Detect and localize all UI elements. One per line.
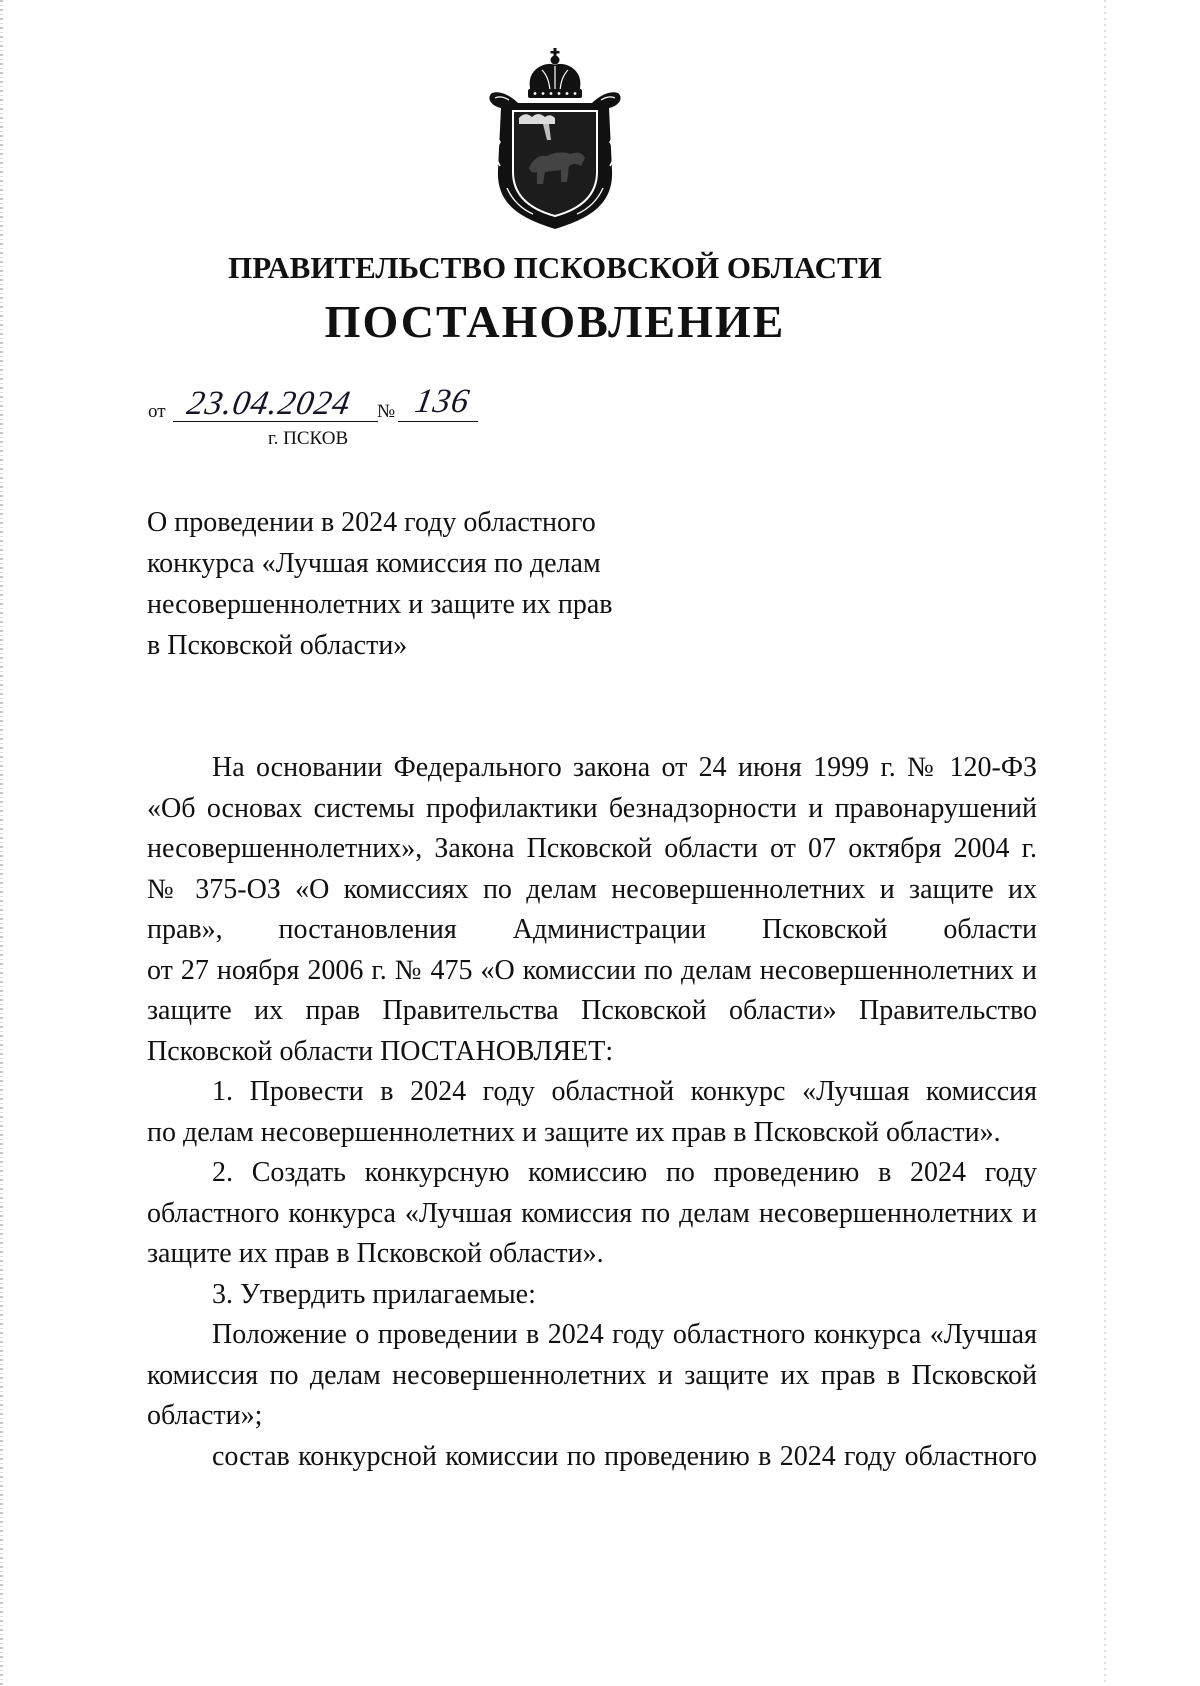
- crown: [528, 48, 582, 98]
- coat-of-arms-emblem: [485, 48, 635, 230]
- title-line: конкурса «Лучшая комиссия по делам: [147, 548, 601, 579]
- body-line: Положение о проведении в 2024 году областного конкурса «Лучшая: [212, 1319, 1037, 1350]
- body-line: На основании Федерального закона от 24 июня 1999 г. № 120-ФЗ: [212, 752, 1037, 783]
- body-line: прав», постановления Администрации Псковской области: [147, 914, 1037, 945]
- number-underline: [398, 421, 478, 422]
- shield: [489, 92, 620, 229]
- body-line: «Об основах системы профилактики безнадзорности и правонарушений: [147, 792, 1037, 824]
- government-name: ПРАВИТЕЛЬСТВО ПСКОВСКОЙ ОБЛАСТИ: [228, 250, 882, 285]
- body-line: Псковской области ПОСТАНОВЛЯЕТ:: [147, 1035, 614, 1067]
- body-line: № 375-ОЗ «О комиссиях по делам несовершеннолетних и защите их: [147, 873, 1037, 905]
- body-line: 1. Провести в 2024 году областной конкурс «Лучшая комиссия: [212, 1076, 1037, 1107]
- title-line: несовершеннолетних и защите их прав: [147, 589, 613, 620]
- date-prefix: от: [148, 401, 166, 422]
- scan-edge-right: [1104, 0, 1106, 1686]
- body-line: по делам несовершеннолетних и защите их прав в Псковской области».: [147, 1116, 1001, 1148]
- body-line: 2. Создать конкурсную комиссию по проведению в 2024 году: [212, 1157, 1037, 1188]
- body-line: областного конкурса «Лучшая комиссия по делам несовершеннолетних и: [147, 1197, 1037, 1229]
- number-prefix: №: [377, 401, 396, 422]
- handwritten-date: 23.04.2024: [184, 385, 354, 422]
- title-line: О проведении в 2024 году областного: [147, 507, 596, 538]
- document-title: [147, 502, 687, 666]
- body-line: защите их прав в Псковской области».: [147, 1238, 604, 1269]
- body-line: защите их прав Правительства Псковской области» Правительство: [147, 995, 1037, 1026]
- document-type-title: ПОСТАНОВЛЕНИЕ: [324, 296, 786, 347]
- body-line: несовершеннолетних», Закона Псковской области от 07 октября 2004 г.: [147, 833, 1037, 864]
- scan-edge-left: [0, 0, 3, 1686]
- body-line: состав конкурсной комиссии по проведению в 2024 году областного: [212, 1440, 1037, 1472]
- body-line: 3. Утвердить прилагаемые:: [212, 1278, 536, 1310]
- handwritten-number: 136: [412, 383, 473, 420]
- title-line: в Псковской области»: [147, 630, 408, 661]
- document-body: [147, 748, 1037, 1477]
- body-line: области»;: [147, 1400, 263, 1431]
- body-line: от 27 ноября 2006 г. № 475 «О комиссии по делам несовершеннолетних и: [147, 954, 1037, 986]
- body-line: комиссия по делам несовершеннолетних и защите их прав в Псковской: [147, 1359, 1037, 1391]
- city-label: г. ПСКОВ: [268, 428, 349, 449]
